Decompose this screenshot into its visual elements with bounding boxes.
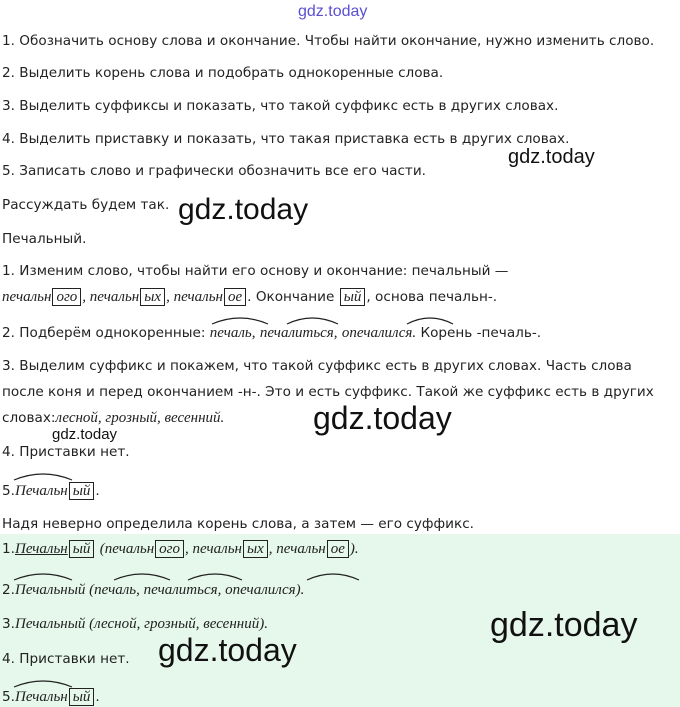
root-arc: [12, 470, 74, 482]
analysis-3-line2: после коня и перед окончанием -н-. Это и есть суффикс. Такой же суффикс есть в других: [2, 384, 654, 400]
root-word: опечалился.: [341, 325, 417, 341]
watermark-4: gdz.today: [52, 426, 118, 443]
ending-box: ого: [52, 288, 81, 306]
root-arc: [405, 314, 455, 326]
answer-2: 2.Печальный (печаль, печалиться, опечалился).: [2, 582, 305, 598]
root-arc: [285, 314, 340, 326]
ending-box: ое: [327, 540, 349, 558]
root-word: печаль,: [209, 325, 256, 341]
analysis-1-forms: печальн ого , печальн ых , печальн ое . Окончание ый , основа печальн-.: [2, 289, 498, 305]
analysis-1-text: 1. Изменим слово, чтобы найти его основу и окончание: печальный —: [2, 263, 509, 279]
ending-box: ое: [224, 288, 246, 306]
intro-text: Рассуждать будем так.: [2, 197, 170, 213]
root-arc: [210, 314, 270, 326]
correction-text: Надя неверно определила корень слова, а затем — его суффикс.: [2, 516, 474, 532]
root-arc: [112, 570, 172, 582]
watermark-6: gdz.today: [158, 632, 297, 668]
root-arc: [305, 570, 361, 582]
root-arc: [186, 570, 244, 582]
root-word: печалиться,: [259, 325, 338, 341]
step-1: 1. Обозначить основу слова и окончание. Чтобы найти окончание, нужно изменить слово.: [2, 33, 655, 49]
watermark-1: gdz.today: [508, 146, 595, 168]
analysis-2: 2. Подберём однокоренные: печаль, печалиться, опечалился. Корень -печаль-.: [2, 325, 542, 341]
ending-box: ых: [140, 288, 165, 306]
answer-4: 4. Приставки нет.: [2, 651, 130, 667]
answer-3: 3.Печальный (лесной, грозный, весенний).: [2, 616, 268, 632]
ending-box: ых: [243, 540, 268, 558]
root-arc: [12, 570, 74, 582]
watermark-top: gdz.today: [298, 3, 368, 20]
ending-box: ый: [69, 540, 95, 558]
analysis-3-line1: 3. Выделим суффикс и покажем, что такой суффикс есть в других словах. Часть слова: [2, 358, 632, 374]
analysis-3-line3: словах:лесной, грозный, весенний.: [2, 410, 225, 426]
step-3: 3. Выделить суффиксы и показать, что такой суффикс есть в других словах.: [2, 98, 559, 114]
analysis-4: 4. Приставки нет.: [2, 444, 130, 460]
watermark-5: gdz.today: [490, 606, 638, 644]
ending-box: ый: [69, 482, 95, 500]
watermark-2: gdz.today: [178, 193, 309, 226]
answer-5: 5.Печальн ый .: [2, 689, 100, 705]
step-2: 2. Выделить корень слова и подобрать однокоренные слова.: [2, 65, 444, 81]
suffix-examples: лесной, грозный, весенний.: [55, 410, 225, 426]
root-arc: [12, 677, 74, 689]
step-4: 4. Выделить приставку и показать, что такая приставка есть в других словах.: [2, 131, 570, 147]
watermark-3: gdz.today: [313, 400, 452, 436]
ending-box: ый: [69, 688, 95, 706]
word-title: Печальный.: [2, 231, 87, 247]
ending-box: ого: [155, 540, 184, 558]
analysis-5: 5.Печальн ый .: [2, 483, 100, 499]
answer-1: 1.Печальн ый (печальн ого , печальн ых , печальн ое ).: [2, 541, 359, 557]
ending-box: ый: [340, 288, 366, 306]
step-5: 5. Записать слово и графически обозначить все его части.: [2, 163, 426, 179]
